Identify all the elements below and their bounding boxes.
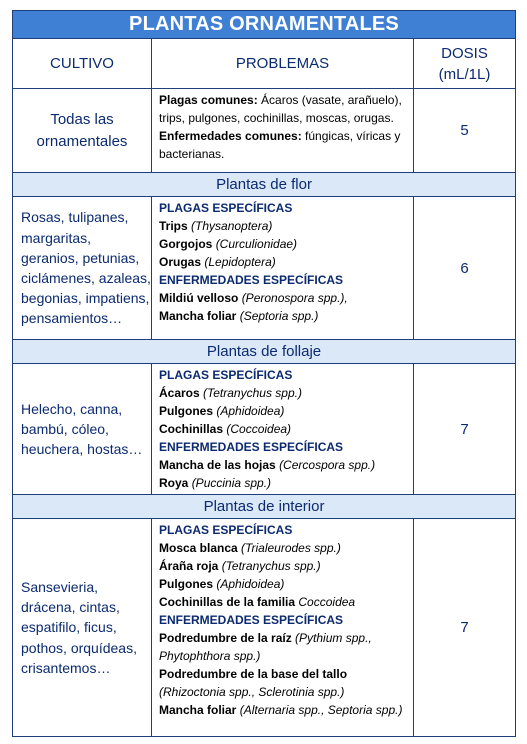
pest-item-scientific: Coccoidea [298, 595, 356, 609]
enfermedades-heading: ENFERMEDADES ESPECÍFICAS [159, 613, 344, 627]
pest-item-name: Gorgojos [159, 237, 213, 251]
pest-item [159, 420, 407, 438]
general-problemas [152, 89, 414, 173]
disease-item-scientific: (Cercospora spp.) [279, 458, 376, 472]
pest-item-scientific: (Tetranychus spp.) [203, 386, 302, 400]
section-row [13, 197, 516, 340]
section-problemas [152, 364, 414, 495]
pest-item-scientific: (Trialeurodes spp.) [241, 541, 341, 555]
disease-item [159, 474, 407, 492]
pest-item [159, 402, 407, 420]
pest-item-scientific: (Coccoidea) [226, 422, 292, 436]
pest-item-name: Orugas [159, 255, 202, 269]
disease-item-name: Roya [159, 476, 189, 490]
general-plagas-text: Ácaros (vasate, arañuelo), trips, pulgones, cochinillas, moscas, orugas. [159, 93, 402, 125]
section-cultivo: Sansevieria, drácena, cintas, espatifilo, ficus, pothos, orquídeas, crisantemos… [13, 519, 152, 737]
disease-item-scientific: (Peronospora spp.), [241, 291, 348, 305]
section-dosis: 7 [414, 364, 516, 495]
disease-item-name: Mancha foliar [159, 309, 237, 323]
enfermedades-heading: ENFERMEDADES ESPECÍFICAS [159, 440, 344, 454]
general-plagas [159, 91, 407, 127]
general-row [13, 89, 516, 173]
pest-item-scientific: (Tetranychus spp.) [221, 559, 321, 573]
section-problemas [152, 197, 414, 340]
table-title: PLANTAS ORNAMENTALES [13, 11, 516, 39]
general-dosis: 5 [414, 89, 516, 173]
general-enfermedades-text: fúngicas, víricas y bacterianas. [159, 129, 401, 161]
header-problemas: PROBLEMAS [152, 39, 414, 89]
section-header-row [13, 340, 516, 364]
section-header-row [13, 173, 516, 197]
pest-item-scientific: (Aphidoidea) [216, 577, 285, 591]
general-cultivo: Todas las ornamentales [13, 89, 152, 173]
pest-item-scientific: (Aphidoidea) [216, 404, 285, 418]
section-title: Plantas de flor [13, 173, 516, 197]
disease-item-scientific: (Alternaria spp., Septoria spp.) [239, 703, 403, 717]
section-dosis: 7 [414, 519, 516, 737]
section-title: Plantas de interior [13, 495, 516, 519]
header-dosis [414, 39, 516, 89]
section-header-row [13, 495, 516, 519]
section-problemas [152, 519, 414, 737]
ornamental-plants-table [12, 10, 516, 737]
section-row [13, 364, 516, 495]
pest-item-scientific: (Lepidoptera) [204, 255, 276, 269]
pest-item-name: Cochinillas de la familia [159, 595, 296, 609]
general-enfermedades [159, 127, 407, 163]
disease-item [159, 701, 407, 719]
disease-item [159, 289, 407, 307]
disease-item-name: Podredumbre de la raíz [159, 631, 292, 645]
disease-item-name: Mancha foliar [159, 703, 237, 717]
pest-item-name: Pulgones [159, 404, 214, 418]
pest-item [159, 539, 407, 557]
pest-item-name: Trips [159, 219, 188, 233]
plagas-heading: PLAGAS ESPECÍFICAS [159, 368, 293, 382]
pest-item-name: Áraña roja [159, 559, 219, 573]
disease-item [159, 307, 407, 325]
pest-item [159, 575, 407, 593]
disease-item [159, 665, 407, 701]
pest-item-scientific: (Thysanoptera) [191, 219, 273, 233]
pest-item [159, 557, 407, 575]
plagas-heading: PLAGAS ESPECÍFICAS [159, 523, 293, 537]
disease-item [159, 629, 407, 665]
sections-body [13, 173, 516, 737]
section-row [13, 519, 516, 737]
disease-item-scientific: (Puccinia spp.) [191, 476, 272, 490]
general-enfermedades-label: Enfermedades comunes: [159, 129, 302, 143]
pest-item-name: Cochinillas [159, 422, 224, 436]
disease-item-name: Mildiú velloso [159, 291, 239, 305]
disease-item [159, 456, 407, 474]
pest-item-name: Pulgones [159, 577, 214, 591]
pest-item [159, 593, 407, 611]
plagas-heading: PLAGAS ESPECÍFICAS [159, 201, 293, 215]
pest-item [159, 384, 407, 402]
disease-item-scientific: (Septoria spp.) [239, 309, 319, 323]
enfermedades-heading: ENFERMEDADES ESPECÍFICAS [159, 273, 344, 287]
pest-item-scientific: (Curculionidae) [215, 237, 298, 251]
header-cultivo: CULTIVO [13, 39, 152, 89]
disease-item-name: Mancha de las hojas [159, 458, 276, 472]
section-cultivo: Rosas, tulipanes, margaritas, geranios, petunias, ciclámenes, azaleas, begonias, impatiens, pensamientos… [13, 197, 152, 340]
pest-item [159, 235, 407, 253]
disease-item-name: Podredumbre de la base del tallo [159, 667, 348, 681]
header-dosis-unit: (mL/1L) [438, 65, 491, 83]
pest-item-name: Ácaros [159, 386, 200, 400]
pest-item [159, 217, 407, 235]
disease-item-scientific: (Rhizoctonia spp., Sclerotinia spp.) [159, 685, 345, 699]
header-dosis-label: DOSIS [441, 44, 488, 62]
pest-item-name: Mosca blanca [159, 541, 238, 555]
section-dosis: 6 [414, 197, 516, 340]
general-plagas-label: Plagas comunes: [159, 93, 258, 107]
disease-item-scientific: (Pythium spp., Phytophthora spp.) [159, 631, 372, 663]
pest-item [159, 253, 407, 271]
section-title: Plantas de follaje [13, 340, 516, 364]
section-cultivo: Helecho, canna, bambú, cóleo, heuchera, hostas… [13, 364, 152, 495]
